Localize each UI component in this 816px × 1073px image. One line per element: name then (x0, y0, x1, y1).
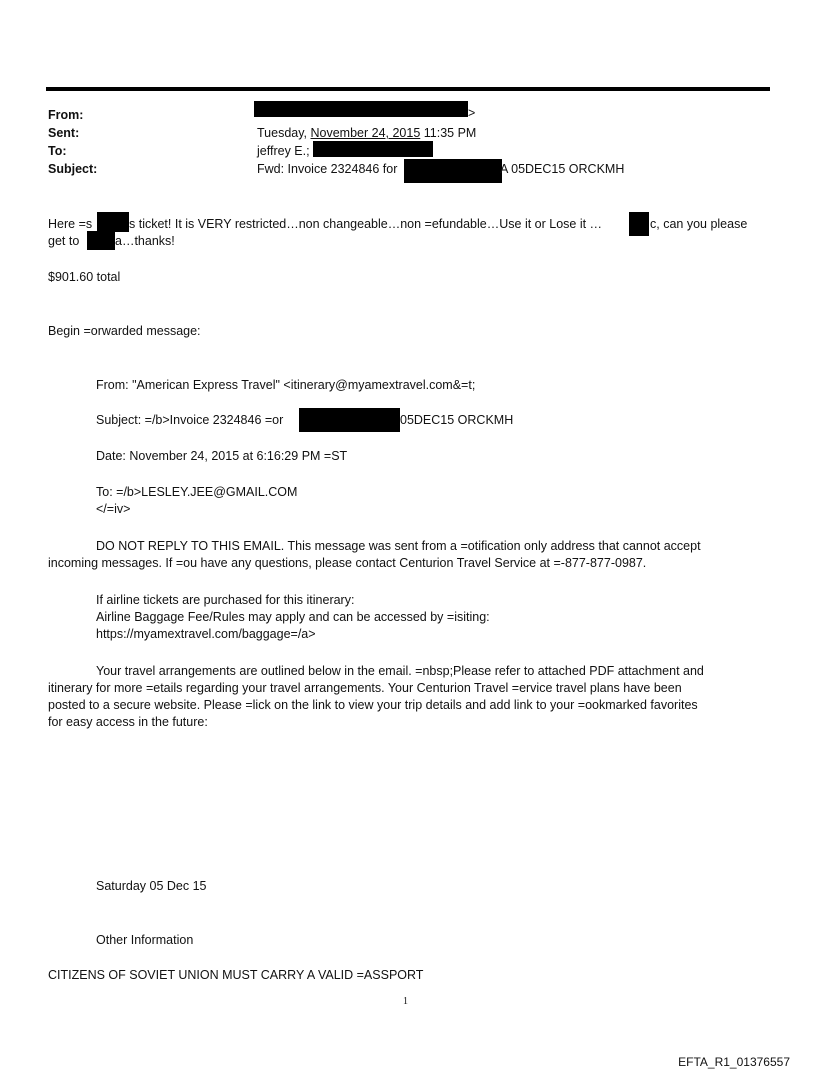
body-line2-a: get to (48, 234, 80, 248)
header-rule (46, 87, 770, 91)
airline-line3: https://myamextravel.com/baggage=/a> (96, 627, 316, 641)
travel-line3: posted to a secure website. Please =lick on the link to view your trip details and add link to your =ookmarked favorites (48, 698, 698, 712)
sent-value-time: 11:35 PM (420, 126, 477, 140)
airline-line2: Airline Baggage Fee/Rules may apply and can be accessed by =isiting: (96, 610, 490, 624)
subject-label: Subject: (48, 162, 98, 176)
citizens-notice: CITIZENS OF SOVIET UNION MUST CARRY A VALID =ASSPORT (48, 968, 424, 982)
sent-value-date: November 24, 2015 (310, 126, 421, 140)
page-number: 1 (403, 996, 408, 1007)
document-id: EFTA_R1_01376557 (678, 1055, 790, 1069)
travel-line1: Your travel arrangements are outlined below in the email. =nbsp;Please refer to attached PDF attachment and (96, 664, 704, 678)
do-not-reply-line1: DO NOT REPLY TO THIS EMAIL. This message was sent from a =otification only address that cannot accept (96, 539, 701, 553)
redaction-body-1 (97, 212, 129, 232)
fwd-div-tag: </=iv> (96, 502, 131, 516)
airline-line1: If airline tickets are purchased for this itinerary: (96, 593, 355, 607)
redaction-to (313, 141, 433, 157)
body-line1-c: c, can you please (650, 217, 748, 231)
do-not-reply-line2: incoming messages. If =ou have any questions, please contact Centurion Travel Service at =-877-877-0987. (48, 556, 647, 570)
total-amount: $901.60 total (48, 270, 121, 284)
sent-label: Sent: (48, 126, 80, 140)
travel-line2: itinerary for more =etails regarding your travel arrangements. Your Centurion Travel =ervice travel plans have been (48, 681, 682, 695)
redaction-fwd-subject (299, 408, 400, 432)
redaction-subject (404, 159, 502, 183)
redaction-from (254, 101, 468, 117)
subject-value-prefix: Fwd: Invoice 2324846 for (257, 162, 398, 176)
sent-value (257, 126, 476, 140)
other-information: Other Information (96, 933, 194, 947)
from-value-suffix: > (468, 106, 476, 120)
itinerary-date: Saturday 05 Dec 15 (96, 879, 207, 893)
fwd-to: To: =/b>LESLEY.JEE@GMAIL.COM (96, 485, 298, 499)
to-value: jeffrey E.; (257, 144, 310, 158)
sent-value-prefix: Tuesday, (257, 126, 311, 140)
travel-line4: for easy access in the future: (48, 715, 208, 729)
to-label: To: (48, 144, 67, 158)
body-line2-b: a…thanks! (115, 234, 175, 248)
fwd-subject-prefix: Subject: =/b>Invoice 2324846 =or (96, 413, 284, 427)
from-label: From: (48, 108, 84, 122)
fwd-date: Date: November 24, 2015 at 6:16:29 PM =ST (96, 449, 348, 463)
fwd-from: From: "American Express Travel" <itinerary@myamextravel.com&=t; (96, 378, 476, 392)
body-line1-a: Here =s (48, 217, 93, 231)
begin-forwarded: Begin =orwarded message: (48, 324, 201, 338)
fwd-subject-suffix: 05DEC15 ORCKMH (400, 413, 514, 427)
redaction-body-3 (87, 231, 115, 250)
redaction-body-2 (629, 212, 649, 236)
subject-value-suffix: A 05DEC15 ORCKMH (500, 162, 625, 176)
body-line1-b: s ticket! It is VERY restricted…non changeable…non =efundable…Use it or Lose it … (129, 217, 603, 231)
